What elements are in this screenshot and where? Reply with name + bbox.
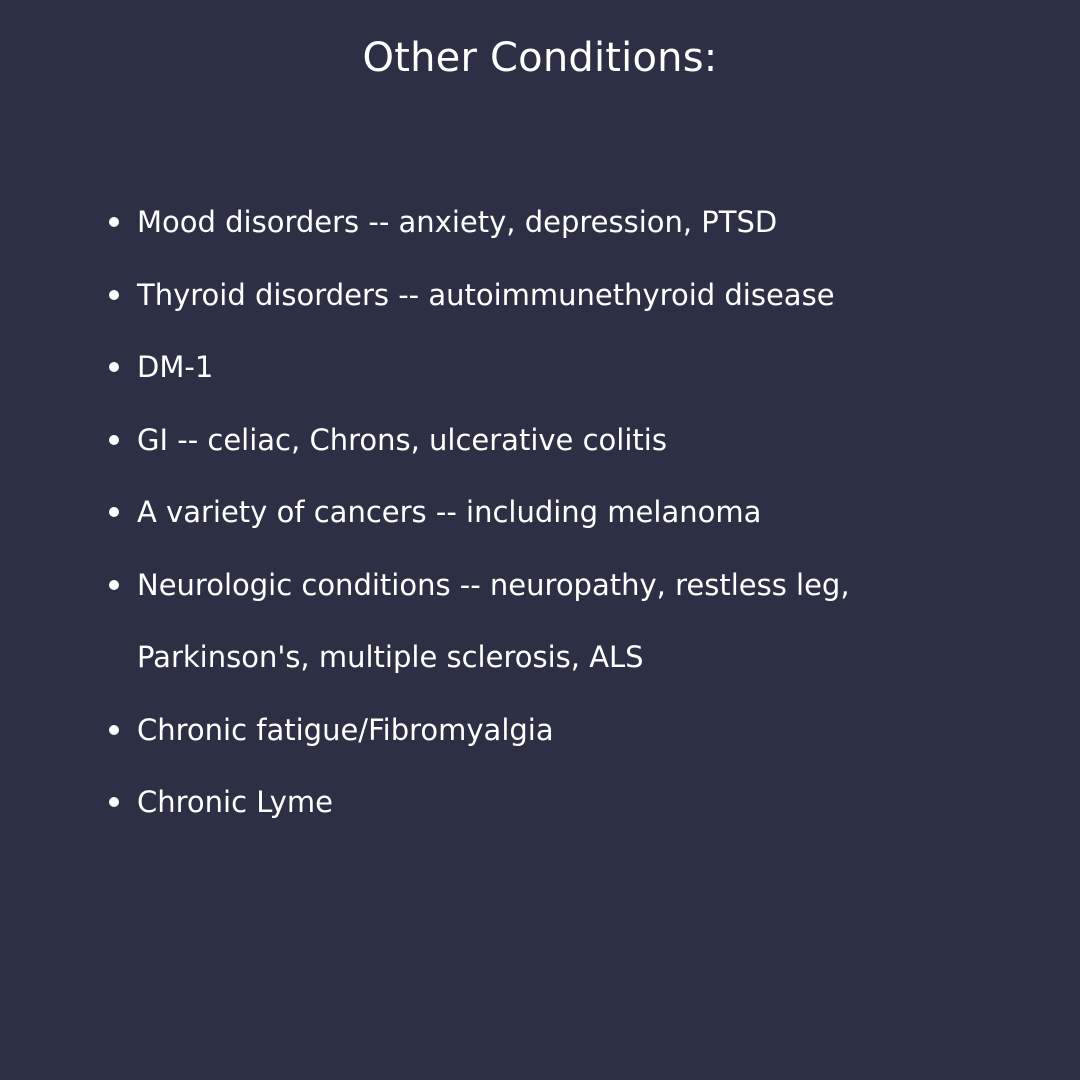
list-item (100, 549, 980, 694)
bullet-icon (109, 362, 119, 372)
list-item (100, 766, 980, 839)
bullet-icon (109, 217, 119, 227)
bullet-icon (109, 435, 119, 445)
list-item-text: Chronic Lyme (137, 785, 334, 819)
list-item (100, 404, 980, 477)
list-item (100, 331, 980, 404)
page-title: Other Conditions: (362, 35, 718, 81)
list-item (100, 476, 980, 549)
list-item-text: Neurologic conditions -- neuropathy, restless leg, Parkinson's, multiple sclerosis, ALS (137, 567, 850, 674)
list-item-text: DM-1 (137, 350, 214, 384)
bullet-icon (109, 725, 119, 735)
list-item-text: Thyroid disorders -- autoimmunethyroid disease (137, 277, 835, 312)
list-item-text: GI -- celiac, Chrons, ulcerative colitis (137, 422, 667, 457)
bullet-icon (109, 580, 119, 590)
bullet-icon (109, 507, 119, 517)
list-item-text: Chronic fatigue/Fibromyalgia (137, 712, 554, 747)
list-item-text: Mood disorders -- anxiety, depression, PTSD (137, 205, 778, 239)
bullet-icon (109, 290, 119, 300)
list-item-text: A variety of cancers -- including melanoma (137, 495, 762, 529)
list-item (100, 186, 980, 259)
list-item (100, 694, 980, 767)
list-item (100, 259, 980, 332)
conditions-list (100, 186, 980, 839)
bullet-icon (109, 797, 119, 807)
